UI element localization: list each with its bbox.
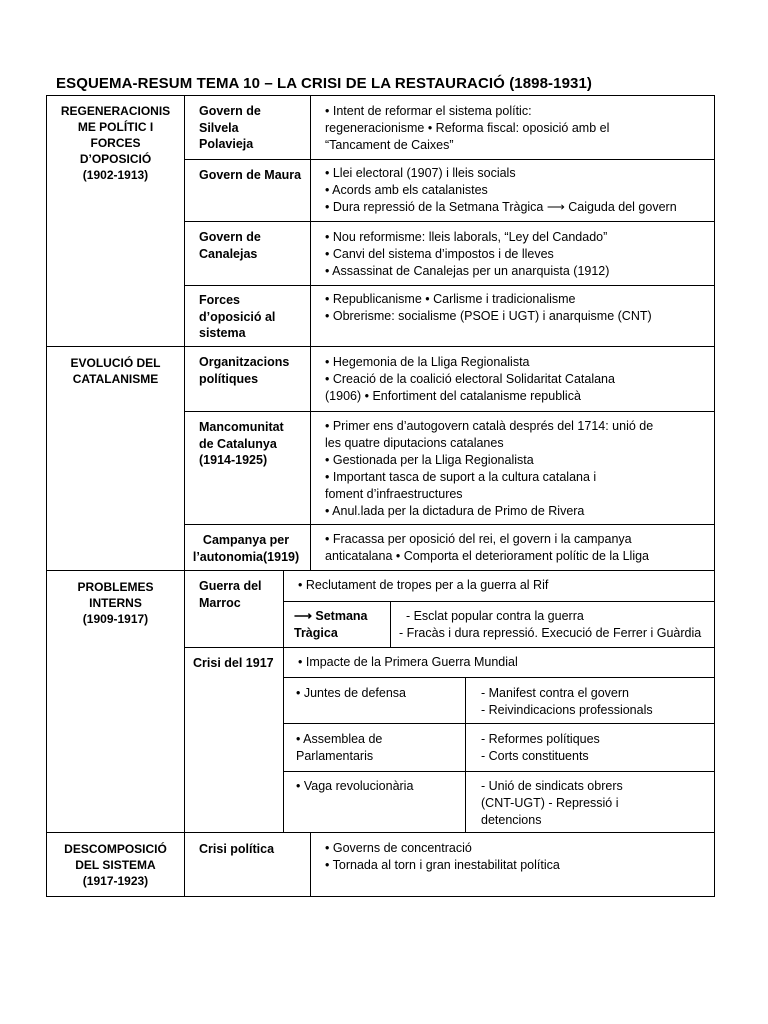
row-separator <box>184 647 715 648</box>
row-text-forces-oposicio: • Republicanisme • Carlisme i tradicionalisme • Obrerisme: socialisme (PSOE i UGT) i anarquisme (CNT) <box>325 292 652 323</box>
row-label-mancomunitat: Mancomunitat de Catalunya (1914-1925) <box>199 420 284 467</box>
section-descomposicio: DESCOMPOSICIÓ DEL SISTEMA (1917-1923) <box>64 842 167 888</box>
row-label-forces-oposicio: Forces d’oposició al sistema <box>199 293 276 340</box>
label-divider <box>283 570 284 833</box>
row-text-crisi-politica: • Governs de concentració • Tornada al torn i gran inestabilitat política <box>325 841 560 872</box>
row-separator <box>184 221 715 222</box>
crisi-item-detail: - Manifest contra el govern - Reivindicacions professionals <box>481 686 653 717</box>
crisi-item-name: • Juntes de defensa <box>296 686 407 700</box>
table-border-right <box>714 95 715 897</box>
row-text-canalejas: • Nou reformisme: lleis laborals, “Ley del Candado” • Canvi del sistema d’impostos i de lleves • Assassinat de Canalejas per un anarquista (1912) <box>325 230 610 278</box>
row-label-canalejas: Govern de Canalejas <box>199 230 261 261</box>
row-text-maura: • Llei electoral (1907) i lleis socials • Acords amb els catalanistes • Dura repressió de la Setmana Tràgica ⟶ Caiguda del govern <box>325 166 677 214</box>
row-separator <box>184 411 715 412</box>
row-text-silvela: • Intent de reformar el sistema polític: regeneracionisme • Reforma fiscal: oposició amb el “Tancament de Caixes” <box>325 104 610 152</box>
section-regeneracionisme: REGENERACIONIS ME POLÍTIC I FORCES D’OPOSICIÓ (1902-1913) <box>60 104 171 182</box>
row-label-organitzacions: Organitzacions polítiques <box>199 355 290 386</box>
sub-col-divider <box>465 677 466 833</box>
table-border-left <box>46 95 47 897</box>
row-text-mancomunitat: • Primer ens d’autogovern català després del 1714: unió de les quatre diputacions catalanes • Gestionada per la Lliga Regionalista • Important tasca de suport a la cultura catalana i foment d’infraestructures • Anul.lada per la dictadura de Primo de Rivera <box>325 419 654 518</box>
crisi-item-detail: - Reformes polítiques - Corts constituents <box>481 732 600 763</box>
section-separator <box>46 832 715 833</box>
section-catalanisme: EVOLUCIÓ DEL CATALANISME <box>70 356 161 386</box>
row-separator <box>184 524 715 525</box>
section-problemes-interns: PROBLEMES INTERNS (1909-1917) <box>77 580 154 626</box>
crisi-item-detail: - Unió de sindicats obrers (CNT-UGT) - Repressió i detencions <box>481 779 623 827</box>
row-label-campanya: Campanya per l’autonomia(1919) <box>192 533 300 564</box>
sub-row-separator <box>283 601 715 602</box>
row-label-maura: Govern de Maura <box>199 168 302 182</box>
row-separator <box>184 159 715 160</box>
page-title: ESQUEMA-RESUM TEMA 10 – LA CRISI DE LA RESTAURACIÓ (1898-1931) <box>56 75 593 92</box>
row-text-campanya: • Fracassa per oposició del rei, el govern i la campanya anticatalana • Comporta el deteriorament polític de la Lliga <box>325 532 650 563</box>
section-separator <box>46 346 715 347</box>
sub-label-setmana-tragica: ⟶ Setmana Tràgica <box>294 609 368 640</box>
table-border-bottom <box>46 896 715 897</box>
row-text-guerra-marroc: • Reclutament de tropes per a la guerra al Rif <box>298 578 549 592</box>
row-separator <box>184 285 715 286</box>
row-label-silvela: Govern de Silvela Polavieja <box>199 104 261 151</box>
crisi-item-name: • Vaga revolucionària <box>296 779 414 793</box>
row-label-crisi-1917: Crisi del 1917 <box>193 656 274 670</box>
label-divider <box>310 95 311 571</box>
crisi-item-name: • Assemblea de Parlamentaris <box>296 732 383 763</box>
sub-row-separator <box>283 677 715 678</box>
row-text-crisi-1917: • Impacte de la Primera Guerra Mundial <box>298 655 518 669</box>
sub-row-separator <box>283 723 715 724</box>
row-label-guerra-marroc: Guerra del Marroc <box>199 579 262 610</box>
section-divider <box>184 95 185 897</box>
sub-col-divider <box>390 601 391 648</box>
row-text-organitzacions: • Hegemonia de la Lliga Regionalista • Creació de la coalició electoral Solidaritat Catalana (1906) • Enfortiment del catalanisme republicà <box>325 355 615 403</box>
sub-text-setmana-tragica: - Esclat popular contra la guerra - Fracàs i dura repressió. Execució de Ferrer i Guàrdia <box>399 609 702 640</box>
sub-row-separator <box>283 771 715 772</box>
row-label-crisi-politica: Crisi política <box>199 842 275 856</box>
section-separator <box>46 570 715 571</box>
table-border-top <box>46 95 715 96</box>
label-divider <box>310 832 311 897</box>
